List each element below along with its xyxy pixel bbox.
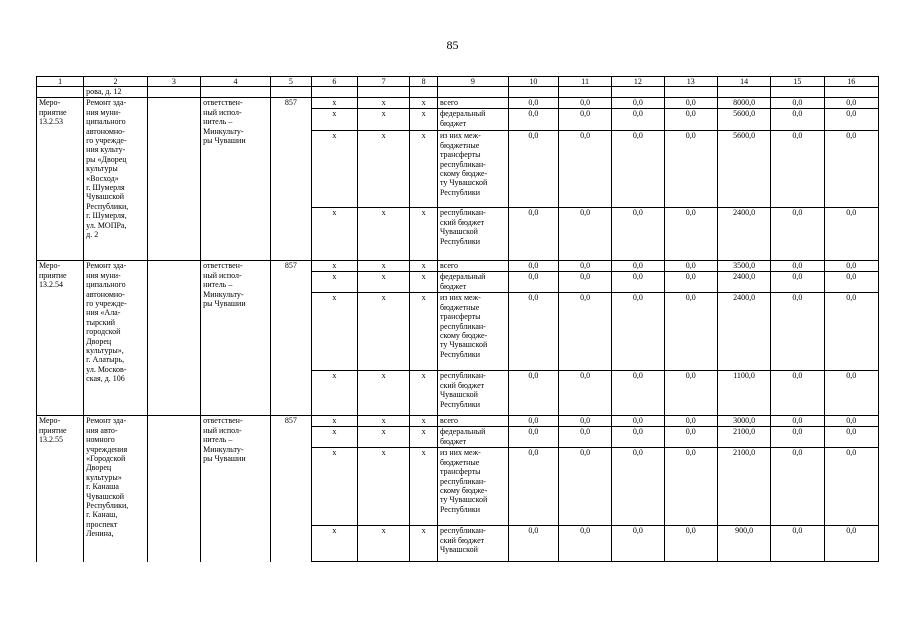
amount-cell: 900,0 xyxy=(717,526,770,562)
expense-type: х xyxy=(410,293,438,371)
amount-cell: 0,0 xyxy=(508,109,558,131)
expense-type: х xyxy=(410,109,438,131)
activity-number: Меро- приятие 13.2.53 xyxy=(37,98,84,261)
amount-cell: 0,0 xyxy=(558,98,611,109)
section-code: х xyxy=(311,526,357,562)
target-code: х xyxy=(357,448,409,526)
column-header: 1 xyxy=(37,77,84,87)
funding-source: республикан- ский бюджет Чувашской Республики xyxy=(437,208,508,261)
amount-cell: 0,0 xyxy=(771,109,824,131)
page-number: 85 xyxy=(446,38,459,52)
activity-description: Ремонт зда- ния муни- ципального автономно- го учрежде- ния культу- ры «Дворец культуры «Восход» г. Шумерля Чувашской Республики, г. Шумерля, ул. МОПРа, д. 2 xyxy=(84,98,148,261)
column-header: 10 xyxy=(508,77,558,87)
amount-cell: 0,0 xyxy=(824,272,878,293)
target-code: х xyxy=(357,416,409,427)
amount-cell: 0,0 xyxy=(664,371,717,416)
amount-cell: 0,0 xyxy=(558,131,611,208)
amount-cell: 0,0 xyxy=(664,427,717,448)
funding-source: федеральный бюджет xyxy=(437,272,508,293)
table-cell xyxy=(664,87,717,98)
section-code: х xyxy=(311,98,357,109)
amount-cell: 0,0 xyxy=(664,131,717,208)
table-cell xyxy=(147,416,200,562)
amount-cell: 0,0 xyxy=(558,416,611,427)
amount-cell: 0,0 xyxy=(508,98,558,109)
budget-code: 857 xyxy=(270,261,311,416)
responsible-executor: ответствен- ный испол- нитель – Минкульту- ры Чувашии xyxy=(201,416,271,562)
amount-cell: 0,0 xyxy=(508,448,558,526)
budget-table xyxy=(36,76,879,562)
table-cell xyxy=(612,87,664,98)
funding-source: республикан- ский бюджет Чувашской Республики xyxy=(437,371,508,416)
funding-source: всего xyxy=(437,416,508,427)
amount-cell: 0,0 xyxy=(771,131,824,208)
amount-cell: 0,0 xyxy=(664,448,717,526)
column-header: 5 xyxy=(270,77,311,87)
amount-cell: 0,0 xyxy=(612,293,664,371)
amount-cell: 0,0 xyxy=(771,448,824,526)
expense-type: х xyxy=(410,272,438,293)
amount-cell: 3000,0 xyxy=(717,416,770,427)
amount-cell: 0,0 xyxy=(824,293,878,371)
table-cell xyxy=(147,98,200,261)
column-header: 7 xyxy=(357,77,409,87)
amount-cell: 0,0 xyxy=(612,98,664,109)
amount-cell: 0,0 xyxy=(558,109,611,131)
amount-cell: 0,0 xyxy=(824,208,878,261)
target-code: х xyxy=(357,272,409,293)
expense-type: х xyxy=(410,416,438,427)
funding-source: федеральный бюджет xyxy=(437,427,508,448)
table-cell xyxy=(717,87,770,98)
section-code: х xyxy=(311,109,357,131)
amount-cell: 2400,0 xyxy=(717,208,770,261)
amount-cell: 0,0 xyxy=(771,98,824,109)
amount-cell: 0,0 xyxy=(771,416,824,427)
amount-cell: 0,0 xyxy=(612,131,664,208)
column-header: 13 xyxy=(664,77,717,87)
amount-cell: 0,0 xyxy=(508,371,558,416)
amount-cell: 0,0 xyxy=(664,526,717,562)
amount-cell: 1100,0 xyxy=(717,371,770,416)
amount-cell: 8000,0 xyxy=(717,98,770,109)
expense-type: х xyxy=(410,427,438,448)
amount-cell: 0,0 xyxy=(558,208,611,261)
activity-description: Ремонт зда- ния авто- номного учреждения «Городской Дворец культуры» г. Канаша Чувашской Республики, г. Канаш, проспект Ленина, xyxy=(84,416,148,562)
amount-cell: 0,0 xyxy=(508,427,558,448)
header-row xyxy=(37,77,879,87)
column-header: 9 xyxy=(437,77,508,87)
expense-type: х xyxy=(410,98,438,109)
target-code: х xyxy=(357,109,409,131)
section-code: х xyxy=(311,448,357,526)
table-cell xyxy=(508,87,558,98)
section-code: х xyxy=(311,131,357,208)
amount-cell: 0,0 xyxy=(664,208,717,261)
amount-cell: 0,0 xyxy=(664,416,717,427)
target-code: х xyxy=(357,526,409,562)
amount-cell: 0,0 xyxy=(612,109,664,131)
table-cell xyxy=(771,87,824,98)
column-header: 12 xyxy=(612,77,664,87)
column-header: 2 xyxy=(84,77,148,87)
expense-type: х xyxy=(410,261,438,272)
amount-cell: 0,0 xyxy=(558,526,611,562)
target-code: х xyxy=(357,261,409,272)
column-header: 3 xyxy=(147,77,200,87)
amount-cell: 0,0 xyxy=(558,261,611,272)
table-cell xyxy=(410,87,438,98)
amount-cell: 0,0 xyxy=(824,427,878,448)
column-header: 14 xyxy=(717,77,770,87)
funding-source: из них меж- бюджетные трансферты республикан- скому бюдже- ту Чувашской Республики xyxy=(437,131,508,208)
funding-source: из них меж- бюджетные трансферты республикан- скому бюдже- ту Чувашской Республики xyxy=(437,448,508,526)
expense-type: х xyxy=(410,371,438,416)
table-row xyxy=(37,416,879,427)
amount-cell: 0,0 xyxy=(508,261,558,272)
column-header: 16 xyxy=(824,77,878,87)
amount-cell: 0,0 xyxy=(612,416,664,427)
amount-cell: 0,0 xyxy=(771,261,824,272)
amount-cell: 0,0 xyxy=(664,272,717,293)
amount-cell: 0,0 xyxy=(824,109,878,131)
table-cell xyxy=(37,87,84,98)
amount-cell: 2400,0 xyxy=(717,293,770,371)
table-cell: рова, д. 12 xyxy=(84,87,148,98)
budget-code: 857 xyxy=(270,98,311,261)
table-cell xyxy=(437,87,508,98)
table-row xyxy=(37,98,879,109)
amount-cell: 0,0 xyxy=(612,261,664,272)
amount-cell: 0,0 xyxy=(771,427,824,448)
responsible-executor: ответствен- ный испол- нитель – Минкульту- ры Чувашии xyxy=(201,261,271,416)
activity-number: Меро- приятие 13.2.54 xyxy=(37,261,84,416)
column-header: 15 xyxy=(771,77,824,87)
amount-cell: 0,0 xyxy=(824,448,878,526)
responsible-executor: ответствен- ный испол- нитель – Минкульту- ры Чувашии xyxy=(201,98,271,261)
amount-cell: 0,0 xyxy=(508,526,558,562)
target-code: х xyxy=(357,98,409,109)
amount-cell: 0,0 xyxy=(558,371,611,416)
column-header: 4 xyxy=(201,77,271,87)
amount-cell: 0,0 xyxy=(612,526,664,562)
target-code: х xyxy=(357,293,409,371)
table-cell xyxy=(357,87,409,98)
amount-cell: 0,0 xyxy=(771,208,824,261)
amount-cell: 0,0 xyxy=(612,371,664,416)
section-code: х xyxy=(311,293,357,371)
amount-cell: 0,0 xyxy=(612,448,664,526)
amount-cell: 0,0 xyxy=(664,98,717,109)
section-code: х xyxy=(311,272,357,293)
amount-cell: 0,0 xyxy=(612,427,664,448)
amount-cell: 5600,0 xyxy=(717,109,770,131)
amount-cell: 0,0 xyxy=(771,371,824,416)
amount-cell: 0,0 xyxy=(771,293,824,371)
column-header: 6 xyxy=(311,77,357,87)
amount-cell: 0,0 xyxy=(824,526,878,562)
amount-cell: 0,0 xyxy=(824,371,878,416)
table-cell xyxy=(558,87,611,98)
expense-type: х xyxy=(410,208,438,261)
amount-cell: 3500,0 xyxy=(717,261,770,272)
amount-cell: 5600,0 xyxy=(717,131,770,208)
target-code: х xyxy=(357,371,409,416)
section-code: х xyxy=(311,371,357,416)
amount-cell: 0,0 xyxy=(508,208,558,261)
section-code: х xyxy=(311,261,357,272)
budget-code: 857 xyxy=(270,416,311,562)
amount-cell: 0,0 xyxy=(664,109,717,131)
column-header: 11 xyxy=(558,77,611,87)
activity-number: Меро- приятие 13.2.55 xyxy=(37,416,84,562)
expense-type: х xyxy=(410,131,438,208)
expense-type: х xyxy=(410,448,438,526)
amount-cell: 0,0 xyxy=(508,293,558,371)
table-row xyxy=(37,261,879,272)
amount-cell: 0,0 xyxy=(612,272,664,293)
amount-cell: 0,0 xyxy=(824,416,878,427)
funding-source: всего xyxy=(437,98,508,109)
funding-source: республикан- ский бюджет Чувашской xyxy=(437,526,508,562)
amount-cell: 0,0 xyxy=(824,98,878,109)
table-cell xyxy=(201,87,271,98)
section-code: х xyxy=(311,427,357,448)
expense-type: х xyxy=(410,526,438,562)
funding-source: из них меж- бюджетные трансферты республикан- скому бюдже- ту Чувашской Республики xyxy=(437,293,508,371)
amount-cell: 0,0 xyxy=(771,526,824,562)
amount-cell: 0,0 xyxy=(824,261,878,272)
amount-cell: 0,0 xyxy=(558,293,611,371)
table-cell xyxy=(147,261,200,416)
table-cell xyxy=(147,87,200,98)
section-code: х xyxy=(311,416,357,427)
table-cell xyxy=(824,87,878,98)
amount-cell: 2400,0 xyxy=(717,272,770,293)
table-cell xyxy=(270,87,311,98)
table-cell xyxy=(311,87,357,98)
amount-cell: 0,0 xyxy=(664,293,717,371)
amount-cell: 0,0 xyxy=(612,208,664,261)
target-code: х xyxy=(357,427,409,448)
amount-cell: 0,0 xyxy=(558,272,611,293)
amount-cell: 0,0 xyxy=(664,261,717,272)
amount-cell: 0,0 xyxy=(558,427,611,448)
column-header: 8 xyxy=(410,77,438,87)
amount-cell: 0,0 xyxy=(558,448,611,526)
amount-cell: 0,0 xyxy=(824,131,878,208)
amount-cell: 0,0 xyxy=(771,272,824,293)
amount-cell: 0,0 xyxy=(508,416,558,427)
funding-source: всего xyxy=(437,261,508,272)
activity-description: Ремонт зда- ния муни- ципального автономно- го учрежде- ния «Ала- тырский городской Дворец культуры», г. Алатырь, ул. Москов- ская, д. 106 xyxy=(84,261,148,416)
continuation-row xyxy=(37,87,879,98)
amount-cell: 0,0 xyxy=(508,272,558,293)
target-code: х xyxy=(357,131,409,208)
funding-source: федеральный бюджет xyxy=(437,109,508,131)
amount-cell: 2100,0 xyxy=(717,427,770,448)
amount-cell: 0,0 xyxy=(508,131,558,208)
target-code: х xyxy=(357,208,409,261)
amount-cell: 2100,0 xyxy=(717,448,770,526)
section-code: х xyxy=(311,208,357,261)
